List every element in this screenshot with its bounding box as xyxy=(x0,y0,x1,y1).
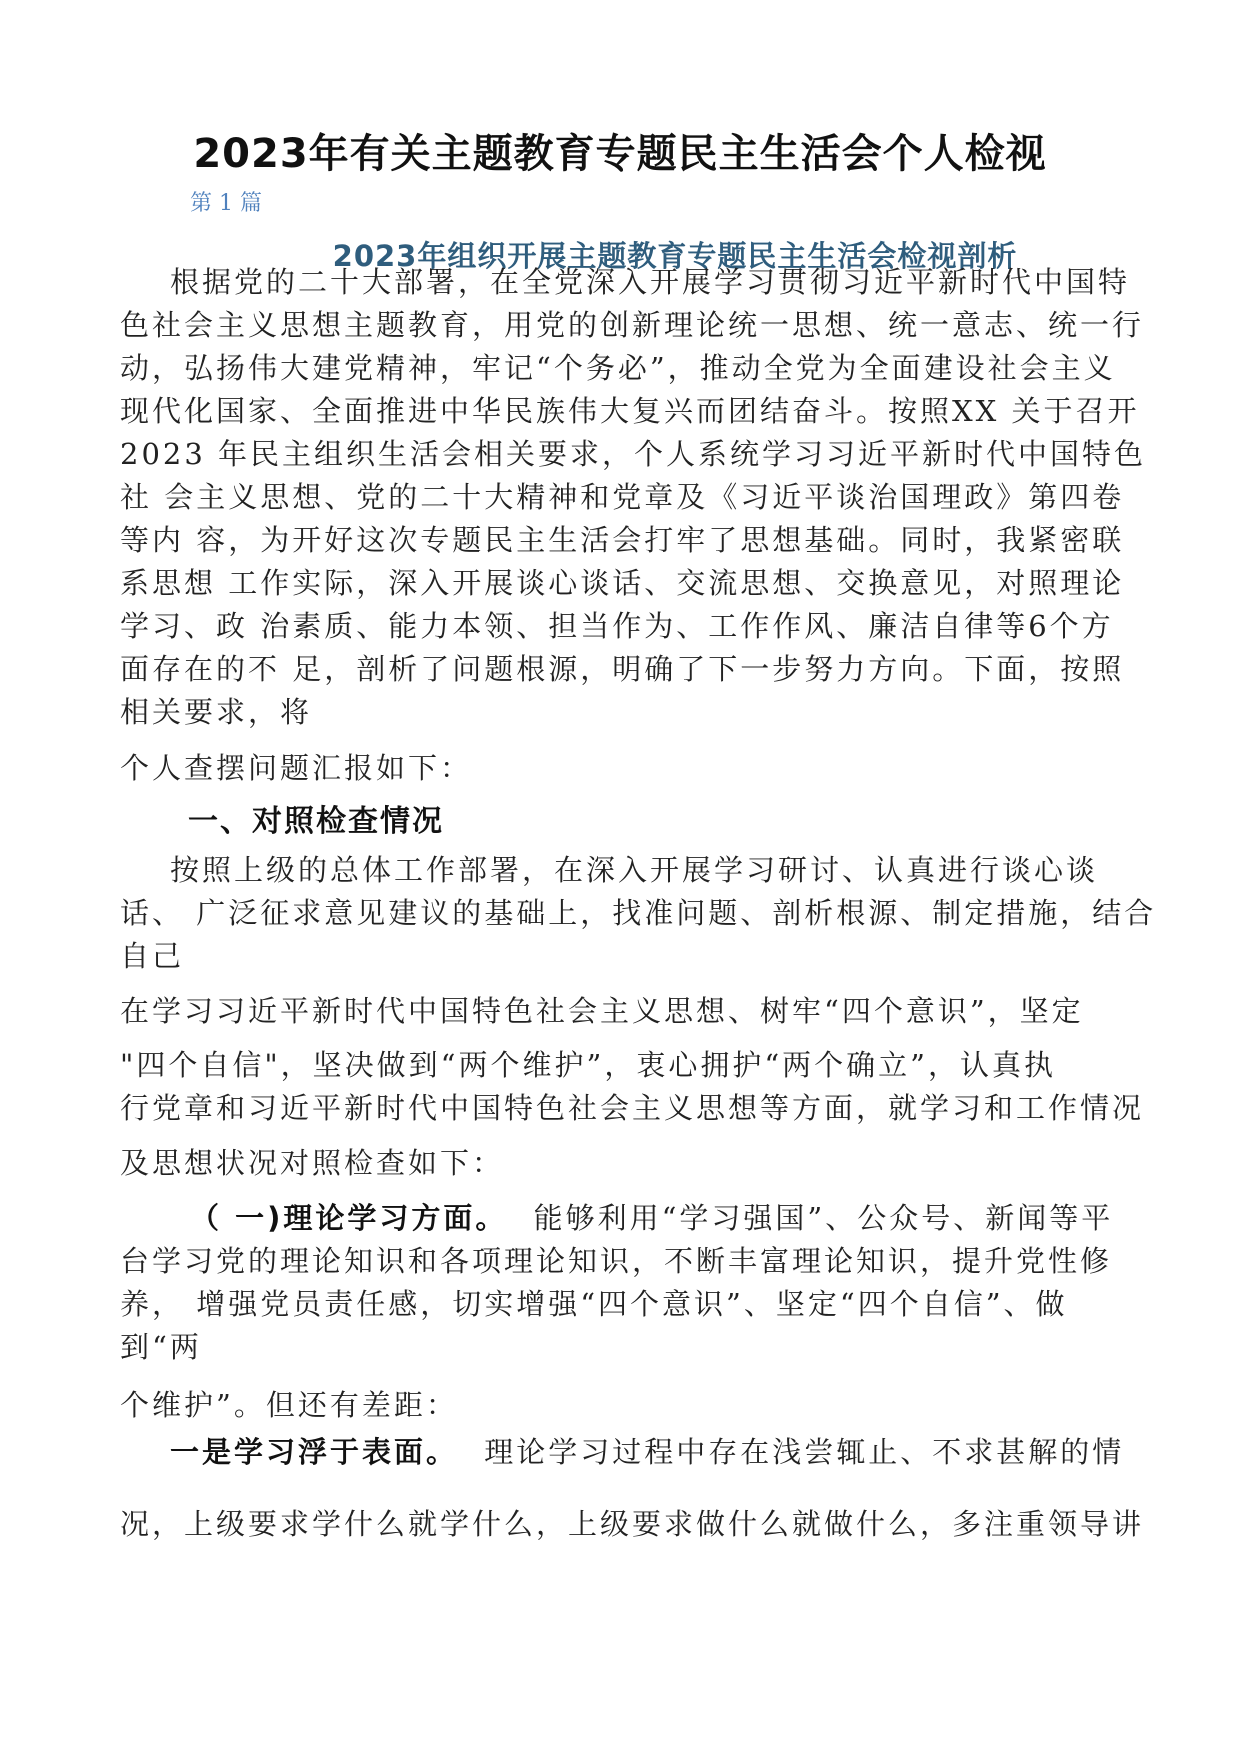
paragraph-line: "四个自信"，坚决做到“两个维护”，衷心拥护“两个确立”，认真执 xyxy=(120,1048,1056,1082)
point-first-line-text: 理论学习过程中存在浅尝辄止、不求甚解的情 xyxy=(484,1435,1125,1469)
subsection-heading: （ 一)理论学习方面。 xyxy=(190,1201,508,1235)
paragraph-line: 个维护”。但还有差距： xyxy=(120,1388,458,1422)
subsection-first-line-text: 能够利用“学习强国”、公众号、新闻等平 xyxy=(533,1201,1114,1235)
paragraph-line: 话、 广泛征求意见建议的基础上，找准问题、剖析根源、制定措施，结合 xyxy=(120,896,1157,930)
paragraph-line: 相关要求，将 xyxy=(120,695,313,729)
paragraph-line: 到“两 xyxy=(120,1330,202,1364)
paragraph-line: 按照上级的总体工作部署，在深入开展学习研讨、认真进行谈心谈 xyxy=(170,853,1099,887)
paragraph-line: 及思想状况对照检查如下： xyxy=(120,1146,505,1180)
paragraph-line: 色社会主义思想主题教育，用党的创新理论统一思想、统一意志、统一行 xyxy=(120,308,1145,342)
paragraph-line: 等内 容，为开好这次专题民主生活会打牢了思想基础。同时，我紧密联 xyxy=(120,523,1125,557)
subsection-first-line xyxy=(190,1198,1190,1238)
document-subtitle: 2023年组织开展主题教育专题民主生活会检视剖析 xyxy=(332,239,1018,273)
paragraph-line: 动，弘扬伟大建党精神，牢记“个务必”，推动全党为全面建设社会主义 xyxy=(120,351,1116,385)
section-heading: 一、对照检查情况 xyxy=(188,804,444,839)
paragraph-line: 社 会主义思想、党的二十大精神和党章及《习近平谈治国理政》第四卷 xyxy=(120,480,1125,514)
paragraph-line: 行党章和习近平新时代中国特色社会主义思想等方面，就学习和工作情况 xyxy=(120,1091,1145,1125)
part-label: 第 1 篇 xyxy=(190,191,262,216)
paragraph-line: 况，上级要求学什么就学什么，上级要求做什么就做什么，多注重领导讲 xyxy=(120,1507,1145,1541)
paragraph-line: 面存在的不 足，剖析了问题根源，明确了下一步努力方向。下面，按照 xyxy=(120,652,1125,686)
paragraph-line: 台学习党的理论知识和各项理论知识，不断丰富理论知识，提升党性修 xyxy=(120,1244,1113,1278)
paragraph-line: 2023 年民主组织生活会相关要求，个人系统学习习近平新时代中国特色 xyxy=(120,437,1147,471)
paragraph-line: 养， 增强党员责任感，切实增强“四个意识”、坚定“四个自信”、做 xyxy=(120,1287,1068,1321)
paragraph-line: 自己 xyxy=(120,939,185,973)
point-heading: 一是学习浮于表面。 xyxy=(170,1435,459,1469)
paragraph-line: 现代化国家、全面推进中华民族伟大复兴而团结奋斗。按照XX 关于召开 xyxy=(120,394,1140,428)
paragraph-line: 根据党的二十大部署，在全党深入开展学习贯彻习近平新时代中国特 xyxy=(170,265,1131,299)
point-first-line xyxy=(170,1432,1170,1472)
paragraph-line: 系思想 工作实际，深入开展谈心谈话、交流思想、交换意见，对照理论 xyxy=(120,566,1125,600)
paragraph-line: 学习、政 治素质、能力本领、担当作为、工作作风、廉洁自律等6个方 xyxy=(120,609,1114,643)
paragraph-line: 在学习习近平新时代中国特色社会主义思想、树牢“四个意识”，坚定 xyxy=(120,994,1084,1028)
paragraph-line: 个人查摆问题汇报如下： xyxy=(120,751,473,785)
document-title: 2023年有关主题教育专题民主生活会个人检视 xyxy=(193,131,1047,177)
